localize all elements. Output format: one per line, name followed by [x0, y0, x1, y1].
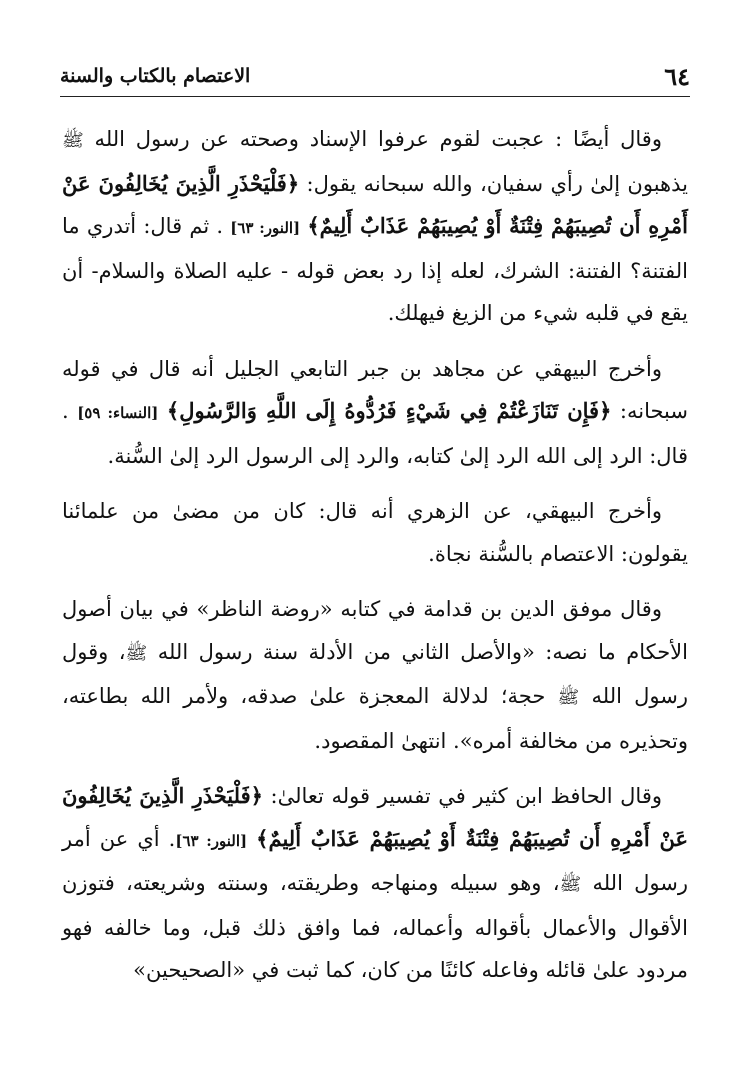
text-run: وقال أيضًا : عجبت لقوم عرفوا الإسناد وصحته عن رسول الله [83, 127, 662, 151]
verse-reference: [النور: ٦٣] [230, 219, 301, 237]
paragraph-1 [62, 118, 688, 335]
book-title: الاعتصام بالكتاب والسنة [60, 65, 251, 87]
paragraph-4 [62, 588, 688, 762]
paragraph-3 [62, 490, 688, 575]
text-run: حجة؛ لدلالة المعجزة علىٰ صدقه، ولأمر الله بطاعته، وتحذيره من مخالفة أمره». انتهىٰ المقصود. [62, 684, 688, 753]
quran-verse: ﴿فَلْيَحْذَرِ الَّذِينَ يُخَالِفُونَ عَنْ أَمْرِهِ أَن تُصِيبَهُمْ فِتْنَةٌ أَوْ يُصِيبَهُمْ عَذَابٌ أَلِيمٌ﴾ [62, 170, 688, 238]
text-run: . ثم قال: أتدري ما الفتنة؟ الفتنة: الشرك، لعله إذا رد بعض قوله - عليه الصلاة والسلام- أن يقع في قلبه شيء من الزيغ فيهلك. [62, 214, 688, 325]
running-header [60, 58, 690, 94]
text-run: يذهبون إلىٰ رأي سفيان، والله سبحانه يقول: [299, 171, 688, 196]
text-run: وأخرج البيهقي عن مجاهد بن جبر التابعي الجليل أنه قال في قوله سبحانه: [62, 356, 688, 423]
salawat-glyph: ﷺ [559, 874, 582, 895]
text-run: . أي عن أمر رسول الله [62, 826, 688, 895]
text-run: ، وهو سبيله ومنهاجه وطريقته، وسنته وشريعته، فتوزن الأقوال والأعمال بأقواله وأعماله، فما وافق ذلك قبل، وما خالفه فهو مردود علىٰ قائله وفاعله كائنًا من كان، كما ثبت في «الصحيحين» [62, 871, 688, 982]
salawat-glyph: ﷺ [62, 130, 84, 151]
page-number: ٦٤ [664, 61, 690, 91]
text-run [158, 399, 167, 423]
verse-reference: [النساء: ٥٩] [77, 404, 159, 422]
text-run: وأخرج البيهقي، عن الزهري أنه قال: كان من مضىٰ من علمائنا يقولون: الاعتصام بالسُّنة نجاة. [62, 499, 688, 566]
salawat-glyph: ﷺ [125, 642, 148, 664]
quran-verse: ﴿فَلْيَحْذَرِ الَّذِينَ يُخَالِفُونَ عَنْ أَمْرِهِ أَن تُصِيبَهُمْ فِتْنَةٌ أَوْ يُصِيبَهُمْ عَذَابٌ أَلِيمٌ﴾ [62, 783, 688, 851]
salawat-glyph: ﷺ [557, 687, 580, 708]
paragraph-5 [62, 775, 688, 992]
verse-reference: [النور: ٦٣] [175, 831, 248, 850]
text-run: ، وقول رسول الله [62, 639, 689, 708]
text-run: . قال: الرد إلى الله الرد إلىٰ كتابه، والرد إلى الرسول الرد إلىٰ السُّنة. [62, 399, 688, 468]
text-run: وقال موفق الدين بن قدامة في كتابه «روضة الناظر» في بيان أصول الأحكام ما نصه: «والأصل الثاني من الأدلة سنة رسول الله [62, 597, 688, 664]
text-run [247, 827, 256, 851]
page-body [62, 118, 688, 1005]
paragraph-2 [62, 348, 688, 478]
header-divider [60, 96, 690, 97]
quran-verse: ﴿فَإِن تَنَازَعْتُمْ فِي شَيْءٍ فَرُدُّوهُ إِلَى اللَّهِ وَالرَّسُولِ﴾ [166, 398, 612, 423]
text-run: وقال الحافظ ابن كثير في تفسير قوله تعالىٰ: [262, 784, 662, 808]
